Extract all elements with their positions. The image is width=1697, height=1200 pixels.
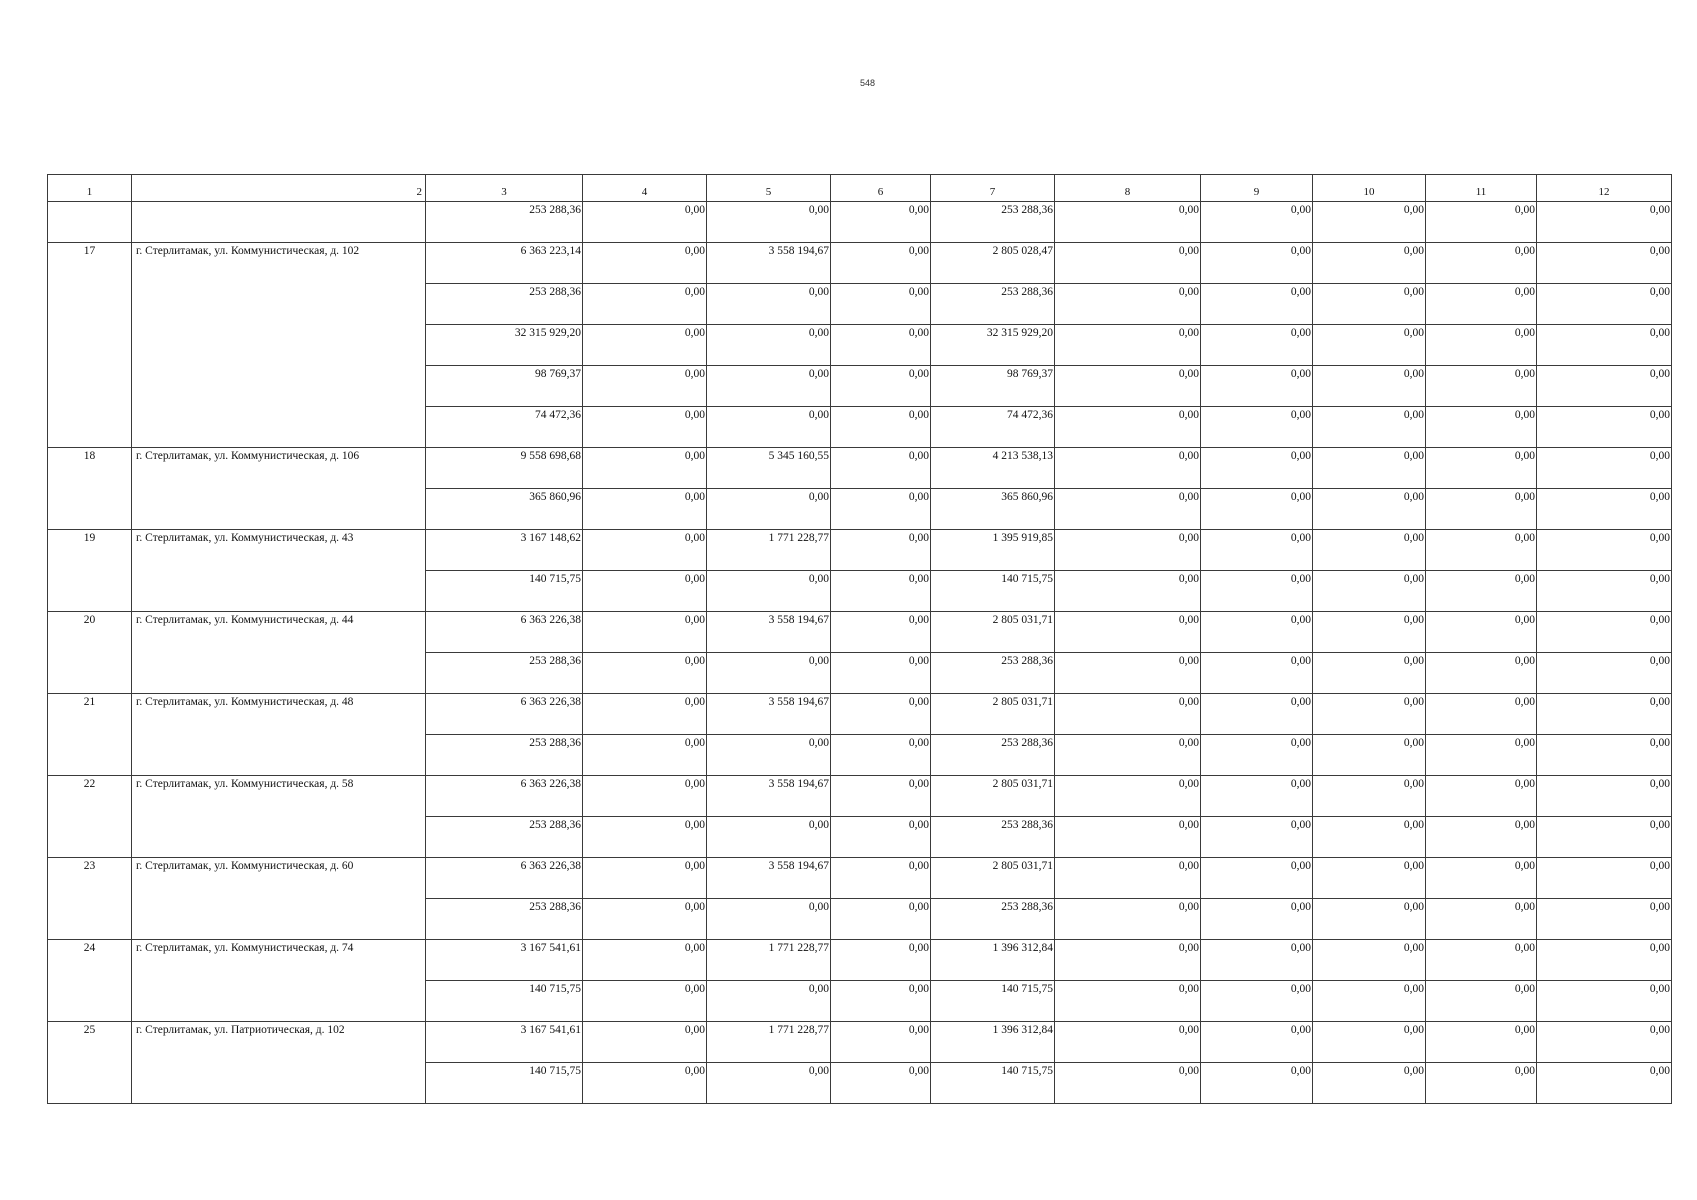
- column-number-4: 4: [583, 175, 707, 202]
- value-cell-col-10: 0,00: [1313, 571, 1426, 612]
- value-cell-col-7: 2 805 031,71: [931, 694, 1055, 735]
- value-cell-col-3: 6 363 226,38: [426, 776, 583, 817]
- table-row: [48, 858, 1672, 899]
- value-cell-col-12: 0,00: [1537, 899, 1672, 940]
- value-cell-col-3: 6 363 226,38: [426, 612, 583, 653]
- value-cell-col-4: 0,00: [583, 981, 707, 1022]
- value-cell-col-11: 0,00: [1426, 1063, 1537, 1104]
- value-cell-col-4: 0,00: [583, 1063, 707, 1104]
- value-cell-col-4: 0,00: [583, 694, 707, 735]
- value-cell-col-12: 0,00: [1537, 284, 1672, 325]
- value-cell-col-5: 0,00: [707, 1063, 831, 1104]
- value-cell-col-12: 0,00: [1537, 530, 1672, 571]
- value-cell-col-12: 0,00: [1537, 981, 1672, 1022]
- column-number-3: 3: [426, 175, 583, 202]
- value-cell-col-4: 0,00: [583, 571, 707, 612]
- value-cell-col-12: 0,00: [1537, 735, 1672, 776]
- value-cell-col-12: 0,00: [1537, 243, 1672, 284]
- value-cell-col-6: 0,00: [831, 940, 931, 981]
- value-cell-col-8: 0,00: [1055, 366, 1201, 407]
- value-cell-col-12: 0,00: [1537, 776, 1672, 817]
- value-cell-col-11: 0,00: [1426, 202, 1537, 243]
- value-cell-col-4: 0,00: [583, 817, 707, 858]
- value-cell-col-6: 0,00: [831, 1063, 931, 1104]
- value-cell-col-10: 0,00: [1313, 366, 1426, 407]
- value-cell-col-9: 0,00: [1201, 858, 1313, 899]
- value-cell-col-10: 0,00: [1313, 776, 1426, 817]
- value-cell-col-7: 2 805 031,71: [931, 858, 1055, 899]
- value-cell-col-7: 253 288,36: [931, 817, 1055, 858]
- value-cell-col-11: 0,00: [1426, 981, 1537, 1022]
- value-cell-col-4: 0,00: [583, 653, 707, 694]
- value-cell-col-12: 0,00: [1537, 1022, 1672, 1063]
- column-number-10: 10: [1313, 175, 1426, 202]
- value-cell-col-4: 0,00: [583, 899, 707, 940]
- value-cell-col-6: 0,00: [831, 448, 931, 489]
- value-cell-col-4: 0,00: [583, 1022, 707, 1063]
- table-row: [48, 776, 1672, 817]
- value-cell-col-6: 0,00: [831, 489, 931, 530]
- value-cell-col-5: 1 771 228,77: [707, 530, 831, 571]
- value-cell-col-3: 3 167 541,61: [426, 940, 583, 981]
- value-cell-col-12: 0,00: [1537, 694, 1672, 735]
- value-cell-col-4: 0,00: [583, 776, 707, 817]
- value-cell-col-9: 0,00: [1201, 530, 1313, 571]
- value-cell-col-12: 0,00: [1537, 571, 1672, 612]
- value-cell-col-7: 253 288,36: [931, 653, 1055, 694]
- value-cell-col-11: 0,00: [1426, 694, 1537, 735]
- value-cell-col-11: 0,00: [1426, 940, 1537, 981]
- value-cell-col-4: 0,00: [583, 407, 707, 448]
- column-number-1: 1: [48, 175, 132, 202]
- value-cell-col-10: 0,00: [1313, 981, 1426, 1022]
- value-cell-col-3: 140 715,75: [426, 981, 583, 1022]
- value-cell-col-6: 0,00: [831, 530, 931, 571]
- value-cell-col-6: 0,00: [831, 817, 931, 858]
- value-cell-col-6: 0,00: [831, 1022, 931, 1063]
- column-number-8: 8: [1055, 175, 1201, 202]
- value-cell-col-12: 0,00: [1537, 202, 1672, 243]
- value-cell-col-8: 0,00: [1055, 817, 1201, 858]
- value-cell-col-8: 0,00: [1055, 489, 1201, 530]
- value-cell-col-10: 0,00: [1313, 407, 1426, 448]
- value-cell-col-4: 0,00: [583, 325, 707, 366]
- address-cell: г. Стерлитамак, ул. Коммунистическая, д. 102: [132, 243, 426, 448]
- value-cell-col-4: 0,00: [583, 366, 707, 407]
- value-cell-col-7: 253 288,36: [931, 899, 1055, 940]
- value-cell-col-10: 0,00: [1313, 653, 1426, 694]
- value-cell-col-7: 32 315 929,20: [931, 325, 1055, 366]
- address-cell: г. Стерлитамак, ул. Коммунистическая, д. 43: [132, 530, 426, 612]
- record-number-cell: 19: [48, 530, 132, 612]
- address-cell: г. Стерлитамак, ул. Коммунистическая, д. 106: [132, 448, 426, 530]
- table-row: [48, 940, 1672, 981]
- value-cell-col-12: 0,00: [1537, 940, 1672, 981]
- value-cell-col-7: 365 860,96: [931, 489, 1055, 530]
- value-cell-col-5: 5 345 160,55: [707, 448, 831, 489]
- value-cell-col-11: 0,00: [1426, 366, 1537, 407]
- value-cell-col-6: 0,00: [831, 202, 931, 243]
- value-cell-col-9: 0,00: [1201, 571, 1313, 612]
- value-cell-col-10: 0,00: [1313, 489, 1426, 530]
- value-cell-col-3: 98 769,37: [426, 366, 583, 407]
- value-cell-col-7: 1 396 312,84: [931, 940, 1055, 981]
- record-number-cell: 17: [48, 243, 132, 448]
- address-cell: г. Стерлитамак, ул. Коммунистическая, д. 44: [132, 612, 426, 694]
- value-cell-col-9: 0,00: [1201, 899, 1313, 940]
- value-cell-col-11: 0,00: [1426, 1022, 1537, 1063]
- record-number-cell: [48, 202, 132, 243]
- value-cell-col-12: 0,00: [1537, 448, 1672, 489]
- continued-row: [48, 202, 1672, 243]
- value-cell-col-11: 0,00: [1426, 899, 1537, 940]
- value-cell-col-6: 0,00: [831, 366, 931, 407]
- record-number-cell: 22: [48, 776, 132, 858]
- table-row: [48, 694, 1672, 735]
- value-cell-col-3: 253 288,36: [426, 284, 583, 325]
- value-cell-col-5: 3 558 194,67: [707, 858, 831, 899]
- value-cell-col-8: 0,00: [1055, 899, 1201, 940]
- record-number-cell: 21: [48, 694, 132, 776]
- value-cell-col-5: 3 558 194,67: [707, 612, 831, 653]
- value-cell-col-4: 0,00: [583, 530, 707, 571]
- value-cell-col-12: 0,00: [1537, 489, 1672, 530]
- value-cell-col-9: 0,00: [1201, 653, 1313, 694]
- value-cell-col-11: 0,00: [1426, 325, 1537, 366]
- table-row: [48, 243, 1672, 284]
- column-number-6: 6: [831, 175, 931, 202]
- value-cell-col-5: 0,00: [707, 489, 831, 530]
- value-cell-col-10: 0,00: [1313, 858, 1426, 899]
- value-cell-col-9: 0,00: [1201, 776, 1313, 817]
- value-cell-col-8: 0,00: [1055, 407, 1201, 448]
- value-cell-col-3: 6 363 226,38: [426, 858, 583, 899]
- value-cell-col-9: 0,00: [1201, 407, 1313, 448]
- value-cell-col-11: 0,00: [1426, 612, 1537, 653]
- value-cell-col-11: 0,00: [1426, 858, 1537, 899]
- value-cell-col-9: 0,00: [1201, 981, 1313, 1022]
- record-number-cell: 25: [48, 1022, 132, 1104]
- value-cell-col-7: 1 396 312,84: [931, 1022, 1055, 1063]
- address-cell: [132, 202, 426, 243]
- value-cell-col-3: 253 288,36: [426, 735, 583, 776]
- value-cell-col-12: 0,00: [1537, 1063, 1672, 1104]
- value-cell-col-11: 0,00: [1426, 489, 1537, 530]
- value-cell-col-9: 0,00: [1201, 694, 1313, 735]
- value-cell-col-9: 0,00: [1201, 1063, 1313, 1104]
- value-cell-col-6: 0,00: [831, 407, 931, 448]
- value-cell-col-4: 0,00: [583, 940, 707, 981]
- value-cell-col-10: 0,00: [1313, 325, 1426, 366]
- value-cell-col-8: 0,00: [1055, 325, 1201, 366]
- value-cell-col-3: 74 472,36: [426, 407, 583, 448]
- value-cell-col-10: 0,00: [1313, 284, 1426, 325]
- value-cell-col-5: 0,00: [707, 325, 831, 366]
- column-number-7: 7: [931, 175, 1055, 202]
- address-cell: г. Стерлитамак, ул. Коммунистическая, д. 58: [132, 776, 426, 858]
- record-number-cell: 20: [48, 612, 132, 694]
- value-cell-col-5: 0,00: [707, 407, 831, 448]
- value-cell-col-5: 1 771 228,77: [707, 940, 831, 981]
- value-cell-col-3: 365 860,96: [426, 489, 583, 530]
- value-cell-col-5: 0,00: [707, 571, 831, 612]
- value-cell-col-4: 0,00: [583, 284, 707, 325]
- value-cell-col-9: 0,00: [1201, 366, 1313, 407]
- address-cell: г. Стерлитамак, ул. Патриотическая, д. 102: [132, 1022, 426, 1104]
- value-cell-col-8: 0,00: [1055, 653, 1201, 694]
- value-cell-col-3: 140 715,75: [426, 571, 583, 612]
- value-cell-col-9: 0,00: [1201, 612, 1313, 653]
- table-row: [48, 448, 1672, 489]
- value-cell-col-10: 0,00: [1313, 612, 1426, 653]
- value-cell-col-11: 0,00: [1426, 776, 1537, 817]
- value-cell-col-4: 0,00: [583, 612, 707, 653]
- value-cell-col-11: 0,00: [1426, 735, 1537, 776]
- value-cell-col-3: 140 715,75: [426, 1063, 583, 1104]
- value-cell-col-6: 0,00: [831, 694, 931, 735]
- value-cell-col-10: 0,00: [1313, 694, 1426, 735]
- record-number-cell: 18: [48, 448, 132, 530]
- value-cell-col-8: 0,00: [1055, 571, 1201, 612]
- value-cell-col-3: 253 288,36: [426, 817, 583, 858]
- value-cell-col-7: 2 805 031,71: [931, 776, 1055, 817]
- value-cell-col-3: 3 167 541,61: [426, 1022, 583, 1063]
- value-cell-col-5: 0,00: [707, 284, 831, 325]
- value-cell-col-10: 0,00: [1313, 448, 1426, 489]
- value-cell-col-11: 0,00: [1426, 243, 1537, 284]
- value-cell-col-8: 0,00: [1055, 858, 1201, 899]
- value-cell-col-8: 0,00: [1055, 612, 1201, 653]
- value-cell-col-3: 6 363 226,38: [426, 694, 583, 735]
- value-cell-col-12: 0,00: [1537, 858, 1672, 899]
- value-cell-col-6: 0,00: [831, 284, 931, 325]
- address-cell: г. Стерлитамак, ул. Коммунистическая, д. 74: [132, 940, 426, 1022]
- data-table: [47, 174, 1672, 1104]
- value-cell-col-6: 0,00: [831, 243, 931, 284]
- value-cell-col-5: 0,00: [707, 735, 831, 776]
- value-cell-col-9: 0,00: [1201, 202, 1313, 243]
- value-cell-col-3: 9 558 698,68: [426, 448, 583, 489]
- value-cell-col-9: 0,00: [1201, 817, 1313, 858]
- value-cell-col-8: 0,00: [1055, 1063, 1201, 1104]
- value-cell-col-11: 0,00: [1426, 284, 1537, 325]
- value-cell-col-4: 0,00: [583, 448, 707, 489]
- value-cell-col-8: 0,00: [1055, 243, 1201, 284]
- table-row: [48, 1022, 1672, 1063]
- column-number-9: 9: [1201, 175, 1313, 202]
- column-number-11: 11: [1426, 175, 1537, 202]
- table-row: [48, 612, 1672, 653]
- value-cell-col-12: 0,00: [1537, 612, 1672, 653]
- column-number-12: 12: [1537, 175, 1672, 202]
- value-cell-col-8: 0,00: [1055, 694, 1201, 735]
- value-cell-col-9: 0,00: [1201, 489, 1313, 530]
- value-cell-col-12: 0,00: [1537, 366, 1672, 407]
- value-cell-col-10: 0,00: [1313, 530, 1426, 571]
- value-cell-col-3: 3 167 148,62: [426, 530, 583, 571]
- value-cell-col-11: 0,00: [1426, 653, 1537, 694]
- value-cell-col-6: 0,00: [831, 858, 931, 899]
- value-cell-col-8: 0,00: [1055, 284, 1201, 325]
- value-cell-col-7: 253 288,36: [931, 735, 1055, 776]
- value-cell-col-10: 0,00: [1313, 940, 1426, 981]
- value-cell-col-11: 0,00: [1426, 448, 1537, 489]
- value-cell-col-6: 0,00: [831, 899, 931, 940]
- value-cell-col-7: 1 395 919,85: [931, 530, 1055, 571]
- value-cell-col-8: 0,00: [1055, 448, 1201, 489]
- value-cell-col-8: 0,00: [1055, 530, 1201, 571]
- value-cell-col-11: 0,00: [1426, 571, 1537, 612]
- value-cell-col-9: 0,00: [1201, 1022, 1313, 1063]
- value-cell-col-9: 0,00: [1201, 325, 1313, 366]
- value-cell-col-12: 0,00: [1537, 325, 1672, 366]
- value-cell-col-8: 0,00: [1055, 202, 1201, 243]
- value-cell-col-3: 253 288,36: [426, 653, 583, 694]
- value-cell-col-8: 0,00: [1055, 776, 1201, 817]
- value-cell-col-6: 0,00: [831, 653, 931, 694]
- value-cell-col-9: 0,00: [1201, 735, 1313, 776]
- value-cell-col-7: 74 472,36: [931, 407, 1055, 448]
- value-cell-col-4: 0,00: [583, 858, 707, 899]
- value-cell-col-5: 0,00: [707, 202, 831, 243]
- value-cell-col-10: 0,00: [1313, 735, 1426, 776]
- value-cell-col-3: 253 288,36: [426, 202, 583, 243]
- value-cell-col-10: 0,00: [1313, 202, 1426, 243]
- page-number: 548: [860, 78, 876, 88]
- value-cell-col-3: 32 315 929,20: [426, 325, 583, 366]
- value-cell-col-4: 0,00: [583, 202, 707, 243]
- value-cell-col-11: 0,00: [1426, 817, 1537, 858]
- value-cell-col-6: 0,00: [831, 981, 931, 1022]
- value-cell-col-5: 3 558 194,67: [707, 694, 831, 735]
- value-cell-col-5: 0,00: [707, 899, 831, 940]
- value-cell-col-7: 140 715,75: [931, 981, 1055, 1022]
- address-cell: г. Стерлитамак, ул. Коммунистическая, д. 60: [132, 858, 426, 940]
- value-cell-col-12: 0,00: [1537, 817, 1672, 858]
- column-number-header-row: [48, 175, 1672, 202]
- value-cell-col-4: 0,00: [583, 489, 707, 530]
- value-cell-col-6: 0,00: [831, 571, 931, 612]
- record-number-cell: 23: [48, 858, 132, 940]
- value-cell-col-10: 0,00: [1313, 899, 1426, 940]
- value-cell-col-10: 0,00: [1313, 1063, 1426, 1104]
- value-cell-col-7: 2 805 031,71: [931, 612, 1055, 653]
- value-cell-col-5: 1 771 228,77: [707, 1022, 831, 1063]
- value-cell-col-7: 2 805 028,47: [931, 243, 1055, 284]
- value-cell-col-5: 3 558 194,67: [707, 243, 831, 284]
- value-cell-col-9: 0,00: [1201, 284, 1313, 325]
- value-cell-col-11: 0,00: [1426, 407, 1537, 448]
- value-cell-col-5: 3 558 194,67: [707, 776, 831, 817]
- value-cell-col-7: 253 288,36: [931, 202, 1055, 243]
- value-cell-col-7: 253 288,36: [931, 284, 1055, 325]
- value-cell-col-5: 0,00: [707, 366, 831, 407]
- value-cell-col-4: 0,00: [583, 243, 707, 284]
- column-number-5: 5: [707, 175, 831, 202]
- value-cell-col-4: 0,00: [583, 735, 707, 776]
- value-cell-col-7: 98 769,37: [931, 366, 1055, 407]
- value-cell-col-12: 0,00: [1537, 407, 1672, 448]
- value-cell-col-3: 6 363 223,14: [426, 243, 583, 284]
- column-number-2: 2: [132, 175, 426, 202]
- value-cell-col-11: 0,00: [1426, 530, 1537, 571]
- value-cell-col-10: 0,00: [1313, 243, 1426, 284]
- value-cell-col-8: 0,00: [1055, 981, 1201, 1022]
- value-cell-col-5: 0,00: [707, 653, 831, 694]
- value-cell-col-10: 0,00: [1313, 1022, 1426, 1063]
- value-cell-col-10: 0,00: [1313, 817, 1426, 858]
- value-cell-col-5: 0,00: [707, 817, 831, 858]
- table-row: [48, 530, 1672, 571]
- value-cell-col-8: 0,00: [1055, 1022, 1201, 1063]
- value-cell-col-7: 140 715,75: [931, 571, 1055, 612]
- value-cell-col-6: 0,00: [831, 325, 931, 366]
- record-number-cell: 24: [48, 940, 132, 1022]
- value-cell-col-12: 0,00: [1537, 653, 1672, 694]
- value-cell-col-6: 0,00: [831, 735, 931, 776]
- value-cell-col-3: 253 288,36: [426, 899, 583, 940]
- address-cell: г. Стерлитамак, ул. Коммунистическая, д. 48: [132, 694, 426, 776]
- value-cell-col-9: 0,00: [1201, 243, 1313, 284]
- value-cell-col-7: 4 213 538,13: [931, 448, 1055, 489]
- value-cell-col-6: 0,00: [831, 612, 931, 653]
- value-cell-col-9: 0,00: [1201, 448, 1313, 489]
- value-cell-col-7: 140 715,75: [931, 1063, 1055, 1104]
- value-cell-col-8: 0,00: [1055, 940, 1201, 981]
- value-cell-col-6: 0,00: [831, 776, 931, 817]
- value-cell-col-5: 0,00: [707, 981, 831, 1022]
- value-cell-col-8: 0,00: [1055, 735, 1201, 776]
- value-cell-col-9: 0,00: [1201, 940, 1313, 981]
